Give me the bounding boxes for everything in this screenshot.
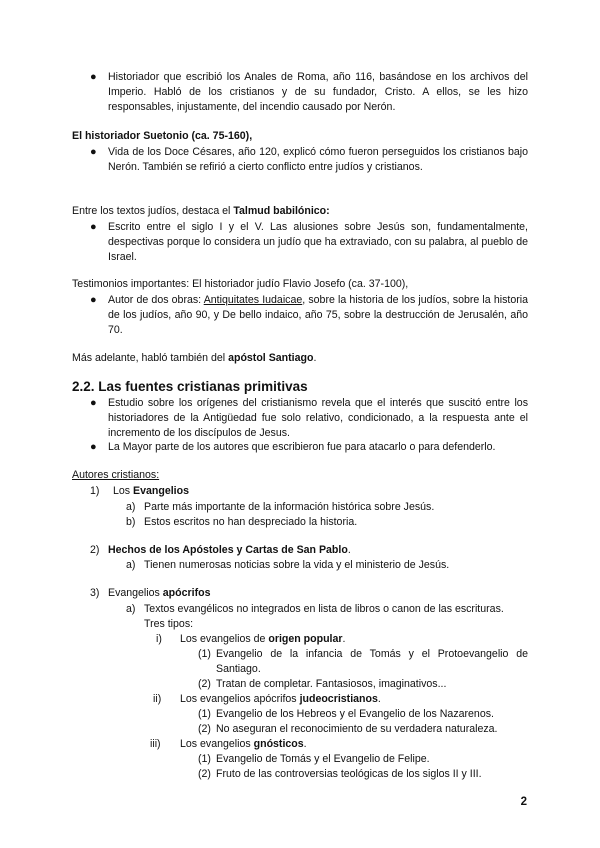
santiago-bold: apóstol Santiago (228, 352, 314, 364)
item1-label (113, 484, 189, 499)
talmud-title: Talmud babilónico: (233, 205, 330, 217)
testimonios-intro: Testimonios importantes: El historiador judío Flavio Josefo (ca. 37-100), (72, 278, 409, 290)
type-iii-prefix: Los evangelios (180, 738, 254, 750)
tacito-paragraph: Historiador que escribió los Anales de Roma, año 116, basándose en los archivos del Imperio. Habló de los cristianos y de su fundador, Cristo. A ellos, se les hizo responsables, injustamente, del incendio causado por Nerón. (108, 71, 528, 113)
item3-a-line1: Textos evangélicos no integrados en lista de libros o canon de las escrituras. (144, 603, 504, 615)
list-marker: a) (126, 603, 136, 615)
type-iii-bold: gnósticos (253, 738, 304, 750)
item3-bold: apócrifos (162, 587, 211, 599)
list-marker: a) (126, 559, 136, 571)
list-marker: ii) (153, 693, 162, 705)
type-i-bold: origen popular (268, 633, 343, 645)
list-marker: (1) (198, 753, 211, 765)
list-marker: (1) (198, 648, 211, 660)
section-paragraph-1: Estudio sobre los orígenes del cristianismo revela que el interés que suscitó entre los historiadores de la Antigüedad fue solo relativo, condicionado, a la respuesta ante el incremento de los discípulos de Jesus. (108, 397, 528, 439)
type-ii-prefix: Los evangelios apócrifos (180, 693, 300, 705)
section-paragraph-2: La Mayor parte de los autores que escribieron fue para atacarlo o para defenderlo. (108, 441, 496, 453)
bullet-icon: ● (90, 221, 97, 233)
list-marker: a) (126, 501, 136, 513)
item2-bold: Hechos de los Apóstoles y Cartas de San Pablo (108, 544, 348, 556)
type-i-n1: Evangelio de la infancia de Tomás y el Protoevangelio de Santiago. (216, 648, 528, 675)
item3-a-line2: Tres tipos: (144, 618, 194, 630)
list-marker: (2) (198, 768, 211, 780)
bullet-icon: ● (90, 397, 97, 409)
bullet-icon: ● (90, 146, 97, 158)
list-marker: 3) (90, 587, 100, 599)
josefo-text: Autor de dos obras: (108, 294, 204, 306)
santiago-suffix: . (313, 352, 317, 364)
item1-prefix: Los (113, 485, 134, 497)
autores-title: Autores cristianos: (72, 469, 160, 481)
type-ii-label (180, 692, 381, 707)
item2-suffix: . (347, 544, 351, 556)
page-number: 2 (520, 796, 527, 808)
josefo-text-rest: , sobre la historia de los judíos, sobre la historia de los judíos, año 90, y De bello indaico, año 75, sobre la destrucción de Jerusalén, año 70. (108, 294, 528, 336)
type-i-label (180, 632, 345, 647)
item1-bold: Evangelios (133, 485, 189, 497)
type-ii-bold: judeocristianos (299, 693, 378, 705)
talmud-intro-text: Entre los textos judíos, destaca el (72, 205, 234, 217)
type-iii-suffix: . (303, 738, 307, 750)
type-ii-n1: Evangelio de los Hebreos y el Evangelio de los Nazarenos. (216, 708, 494, 720)
list-marker: (1) (198, 708, 211, 720)
antiquitates-title: Antiquitates Iudaicae (203, 294, 303, 306)
santiago-line (72, 351, 532, 366)
list-marker: 2) (90, 544, 100, 556)
list-marker: i) (156, 633, 162, 645)
item1-b: Estos escritos no han despreciado la historia. (144, 516, 358, 528)
list-marker: (2) (198, 723, 211, 735)
type-iii-label (180, 737, 307, 752)
item1-a: Parte más importante de la información histórica sobre Jesús. (144, 501, 435, 513)
list-marker: iii) (150, 738, 161, 750)
type-ii-suffix: . (377, 693, 381, 705)
type-ii-n2: No aseguran el reconocimiento de su verdadera naturaleza. (216, 723, 498, 735)
item2-a: Tienen numerosas noticias sobre la vida y el ministerio de Jesús. (144, 559, 450, 571)
josefo-paragraph (108, 293, 528, 338)
section-heading: 2.2. Las fuentes cristianas primitivas (72, 379, 308, 394)
type-i-suffix: . (342, 633, 346, 645)
bullet-icon: ● (90, 441, 97, 453)
type-i-prefix: Los evangelios de (180, 633, 269, 645)
type-iii-n2: Fruto de las controversias teológicas de los siglos II y III. (216, 768, 482, 780)
item2-label (108, 543, 351, 558)
list-marker: 1) (90, 485, 100, 497)
item3-label (108, 586, 210, 601)
type-i-n2: Tratan de completar. Fantasiosos, imaginativos... (216, 678, 447, 690)
list-marker: (2) (198, 678, 211, 690)
talmud-intro (72, 204, 532, 219)
list-marker: b) (126, 516, 136, 528)
suetonio-paragraph: Vida de los Doce Césares, año 120, explicó cómo fueron perseguidos los cristianos bajo Nerón. También se refirió a cierto conflicto entre judíos y cristianos. (108, 146, 528, 173)
bullet-icon: ● (90, 71, 97, 83)
talmud-paragraph: Escrito entre el siglo I y el V. Las alusiones sobre Jesús son, fundamentalmente, despectivas porque lo considera un judío que ha extraviado, con su palabra, al pueblo de Israel. (108, 221, 528, 263)
bullet-icon: ● (90, 294, 97, 306)
type-iii-n1: Evangelio de Tomás y el Evangelio de Felipe. (216, 753, 430, 765)
suetonio-heading: El historiador Suetonio (ca. 75-160), (72, 130, 253, 142)
santiago-text: Más adelante, habló también del (72, 352, 229, 364)
item3-prefix: Evangelios (108, 587, 163, 599)
